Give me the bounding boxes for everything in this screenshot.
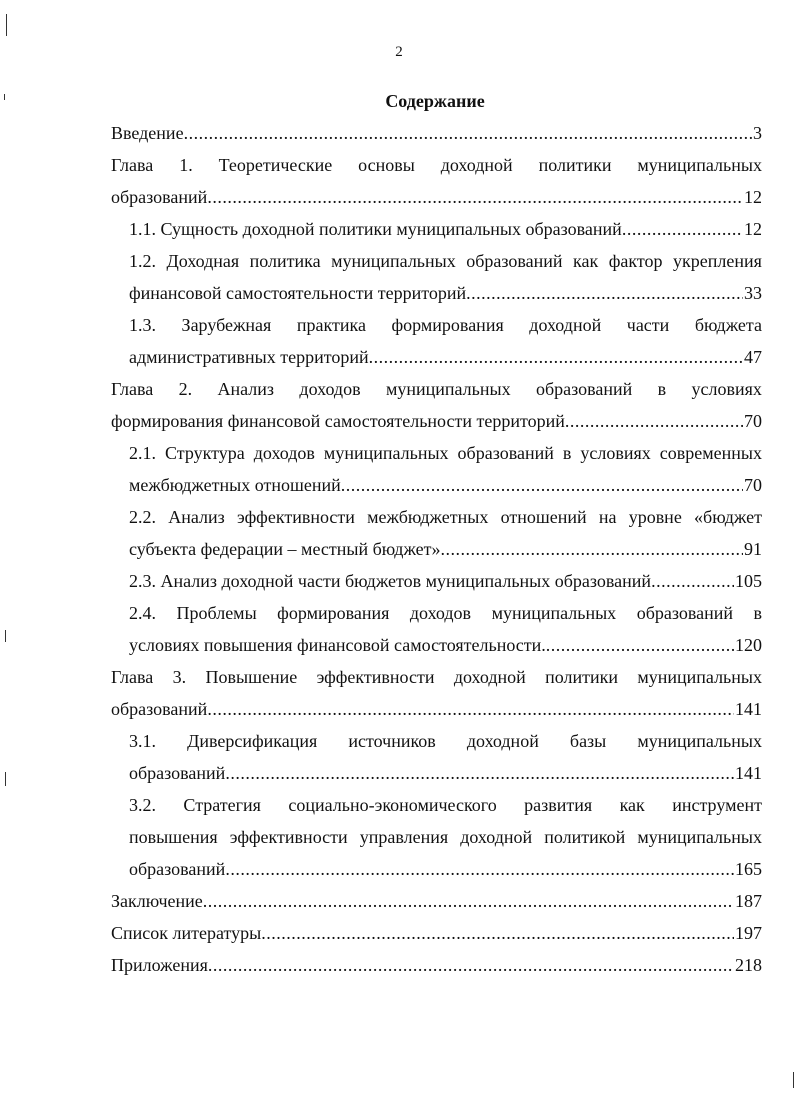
toc-entry-line <box>129 725 762 757</box>
toc-word: образований <box>535 379 633 399</box>
toc-word: Стратегия <box>183 795 261 815</box>
dot-leader <box>207 181 743 213</box>
scan-artifact <box>5 630 6 642</box>
toc-entry-line <box>129 341 762 373</box>
dot-leader <box>225 853 734 885</box>
toc-word: муниципальных <box>637 667 762 687</box>
toc-entry-line <box>129 629 762 661</box>
toc-word: части <box>626 315 670 335</box>
toc-word: доходной <box>440 155 513 175</box>
toc-word: условиях <box>580 443 651 463</box>
toc-word: укрепления <box>673 251 762 271</box>
toc-word: повышения <box>129 827 218 847</box>
toc-word: 1.3. <box>129 315 156 335</box>
dot-leader <box>466 277 743 309</box>
toc-entry-line <box>111 181 762 213</box>
toc-entry-line <box>129 533 762 565</box>
toc-entry-line <box>129 757 762 789</box>
toc-entry-line <box>111 117 762 149</box>
toc-entry <box>111 597 762 661</box>
toc-word: как <box>573 251 599 271</box>
toc-entry-line <box>129 853 762 885</box>
toc-entry-line <box>111 885 762 917</box>
toc-word: 2.2. <box>129 507 156 527</box>
dot-leader <box>565 405 743 437</box>
toc-word: Глава <box>111 379 154 399</box>
toc-word: Глава <box>111 155 154 175</box>
toc-word: Доходная <box>166 251 240 271</box>
toc-word: инструмент <box>672 795 762 815</box>
toc-entry-line <box>129 469 762 501</box>
toc-entry <box>111 885 762 917</box>
toc-entry <box>111 917 762 949</box>
toc-word: доходной <box>453 667 526 687</box>
page-title: Содержание <box>385 91 485 111</box>
toc-page-number: 105 <box>735 571 762 591</box>
toc-word: политикой <box>544 827 626 847</box>
toc-word: источников <box>348 731 436 751</box>
toc-word: Диверсификация <box>187 731 318 751</box>
toc-word: фактор <box>608 251 663 271</box>
toc-word: Анализ <box>168 507 225 527</box>
toc-page-number: 197 <box>735 923 762 943</box>
scan-artifact <box>6 14 7 36</box>
toc-entry <box>111 789 762 885</box>
toc-word: Теоретические <box>218 155 333 175</box>
toc-word: Проблемы <box>176 603 257 623</box>
toc-entry-title: межбюджетных отношений <box>129 475 341 495</box>
toc-page-number: 70 <box>744 411 762 431</box>
toc-word: условиях <box>691 379 762 399</box>
toc-entry-line <box>129 277 762 309</box>
toc-word: образований <box>466 251 563 271</box>
toc-word: доходов <box>299 379 361 399</box>
toc-entry-title: 2.3. Анализ доходной части бюджетов муниципальных образований <box>129 571 652 591</box>
toc-entry-line <box>129 213 762 245</box>
toc-word: муниципальных <box>491 603 617 623</box>
dot-leader <box>546 629 734 661</box>
toc-word: 2.1. <box>129 443 156 463</box>
toc-word: образований <box>636 603 733 623</box>
toc-word: доходной <box>529 315 602 335</box>
toc-word: 2. <box>178 379 193 399</box>
toc-entry-title: Список литературы <box>111 923 262 943</box>
page-number: 2 <box>395 44 403 60</box>
toc-word: 3.2. <box>129 795 156 815</box>
toc-entry-title: субъекта федерации – местный бюджет» <box>129 539 441 559</box>
toc-entry-title: 1.1. Сущность доходной политики муниципальных образований <box>129 219 622 239</box>
dot-leader <box>441 533 743 565</box>
toc-page-number: 120 <box>735 635 762 655</box>
toc-word: формирования <box>277 603 390 623</box>
toc-page-number: 70 <box>744 475 762 495</box>
toc-page-number: 187 <box>735 891 762 911</box>
toc-entry <box>111 949 762 981</box>
toc-page-number: 218 <box>735 955 762 975</box>
toc-word: политики <box>545 667 619 687</box>
toc-entry-line <box>111 149 762 181</box>
toc-entry-line <box>111 917 762 949</box>
toc-word: развития <box>524 795 593 815</box>
toc-word: в <box>657 379 667 399</box>
toc-word: управления <box>359 827 449 847</box>
toc-word: эффективности <box>316 667 435 687</box>
dot-leader <box>184 117 752 149</box>
toc-entry-title: образований <box>129 763 226 783</box>
table-of-contents <box>111 117 762 981</box>
dot-leader <box>203 885 734 917</box>
toc-word: на <box>598 507 617 527</box>
toc-page-number: 165 <box>735 859 762 879</box>
toc-entry-line <box>129 437 762 469</box>
toc-word: 3.1. <box>129 731 156 751</box>
toc-word: уровне <box>628 507 682 527</box>
toc-entry <box>111 725 762 789</box>
toc-entry-line <box>129 597 762 629</box>
toc-word: образований <box>457 443 554 463</box>
toc-word: Анализ <box>217 379 275 399</box>
toc-word: основы <box>358 155 415 175</box>
toc-entry-title: условиях повышения финансовой самостоятельности. <box>129 635 546 655</box>
toc-entry <box>111 373 762 437</box>
toc-word: доходной <box>460 827 533 847</box>
toc-entry <box>111 213 762 245</box>
toc-entry <box>111 661 762 725</box>
toc-entry-line <box>129 565 762 597</box>
toc-page-number: 3 <box>753 123 762 143</box>
toc-entry-title: Введение <box>111 123 184 143</box>
toc-word: Зарубежная <box>181 315 272 335</box>
toc-word: отношений <box>500 507 587 527</box>
toc-word: социально-экономического <box>288 795 497 815</box>
toc-entry-line <box>129 309 762 341</box>
dot-leader <box>341 469 743 501</box>
toc-word: межбюджетных <box>367 507 489 527</box>
toc-word: современных <box>659 443 762 463</box>
toc-word: доходной <box>466 731 539 751</box>
toc-word: 1.2. <box>129 251 156 271</box>
toc-word: муниципальных <box>323 443 449 463</box>
toc-word: эффективности <box>236 507 355 527</box>
toc-entry-line <box>111 373 762 405</box>
dot-leader <box>225 757 734 789</box>
toc-entry-title: финансовой самостоятельности территорий <box>129 283 467 303</box>
toc-word: муниципальных <box>637 731 762 751</box>
toc-page-number: 141 <box>735 763 762 783</box>
toc-entry-title: административных территорий <box>129 347 369 367</box>
toc-word: муниципальных <box>637 827 762 847</box>
toc-entry-title: Заключение <box>111 891 203 911</box>
toc-word: базы <box>569 731 607 751</box>
toc-entry-title: образований <box>111 187 208 207</box>
toc-entry <box>111 117 762 149</box>
dot-leader <box>369 341 743 373</box>
toc-entry-line <box>129 245 762 277</box>
toc-word: 2.4. <box>129 603 156 623</box>
toc-entry <box>111 149 762 213</box>
toc-word: Глава <box>111 667 154 687</box>
toc-entry-line <box>129 821 762 853</box>
toc-word: практика <box>296 315 366 335</box>
toc-entry <box>111 437 762 501</box>
toc-entry-title: формирования финансовой самостоятельности территорий <box>111 411 565 431</box>
toc-word: Структура <box>165 443 245 463</box>
toc-word: 1. <box>179 155 193 175</box>
scan-artifact <box>793 1072 794 1088</box>
toc-entry-line <box>111 405 762 437</box>
toc-word: муниципальных <box>331 251 456 271</box>
toc-word: доходов <box>409 603 472 623</box>
toc-entry-line <box>129 501 762 533</box>
toc-word: формирования <box>391 315 504 335</box>
toc-page-number: 12 <box>744 187 762 207</box>
toc-page-number: 12 <box>744 219 762 239</box>
toc-entry-line <box>129 789 762 821</box>
dot-leader <box>651 565 734 597</box>
toc-word: муниципальных <box>637 155 762 175</box>
toc-entry <box>111 565 762 597</box>
toc-entry <box>111 309 762 373</box>
toc-word: «бюджет <box>694 507 762 527</box>
toc-entry-title: образований <box>129 859 226 879</box>
toc-page-number: 47 <box>744 347 762 367</box>
toc-entry-title: образований <box>111 699 208 719</box>
toc-entry-line <box>111 661 762 693</box>
toc-word: бюджета <box>694 315 762 335</box>
toc-word: муниципальных <box>385 379 511 399</box>
toc-page-number: 33 <box>744 283 762 303</box>
dot-leader <box>622 213 743 245</box>
toc-entry <box>111 501 762 565</box>
dot-leader <box>261 917 734 949</box>
toc-word: эффективности <box>229 827 348 847</box>
dot-leader <box>208 949 734 981</box>
toc-word: Повышение <box>205 667 298 687</box>
toc-word: доходов <box>253 443 315 463</box>
toc-entry-line <box>111 693 762 725</box>
toc-word: как <box>619 795 645 815</box>
toc-page-number: 141 <box>735 699 762 719</box>
toc-word: в <box>753 603 762 623</box>
scan-artifact <box>5 772 6 786</box>
toc-page-number: 91 <box>744 539 762 559</box>
toc-word: политики <box>538 155 612 175</box>
toc-entry-line <box>111 949 762 981</box>
toc-word: политика <box>249 251 321 271</box>
toc-entry <box>111 245 762 309</box>
toc-entry-title: Приложения <box>111 955 208 975</box>
toc-word: в <box>562 443 572 463</box>
dot-leader <box>207 693 734 725</box>
toc-word: 3. <box>172 667 187 687</box>
